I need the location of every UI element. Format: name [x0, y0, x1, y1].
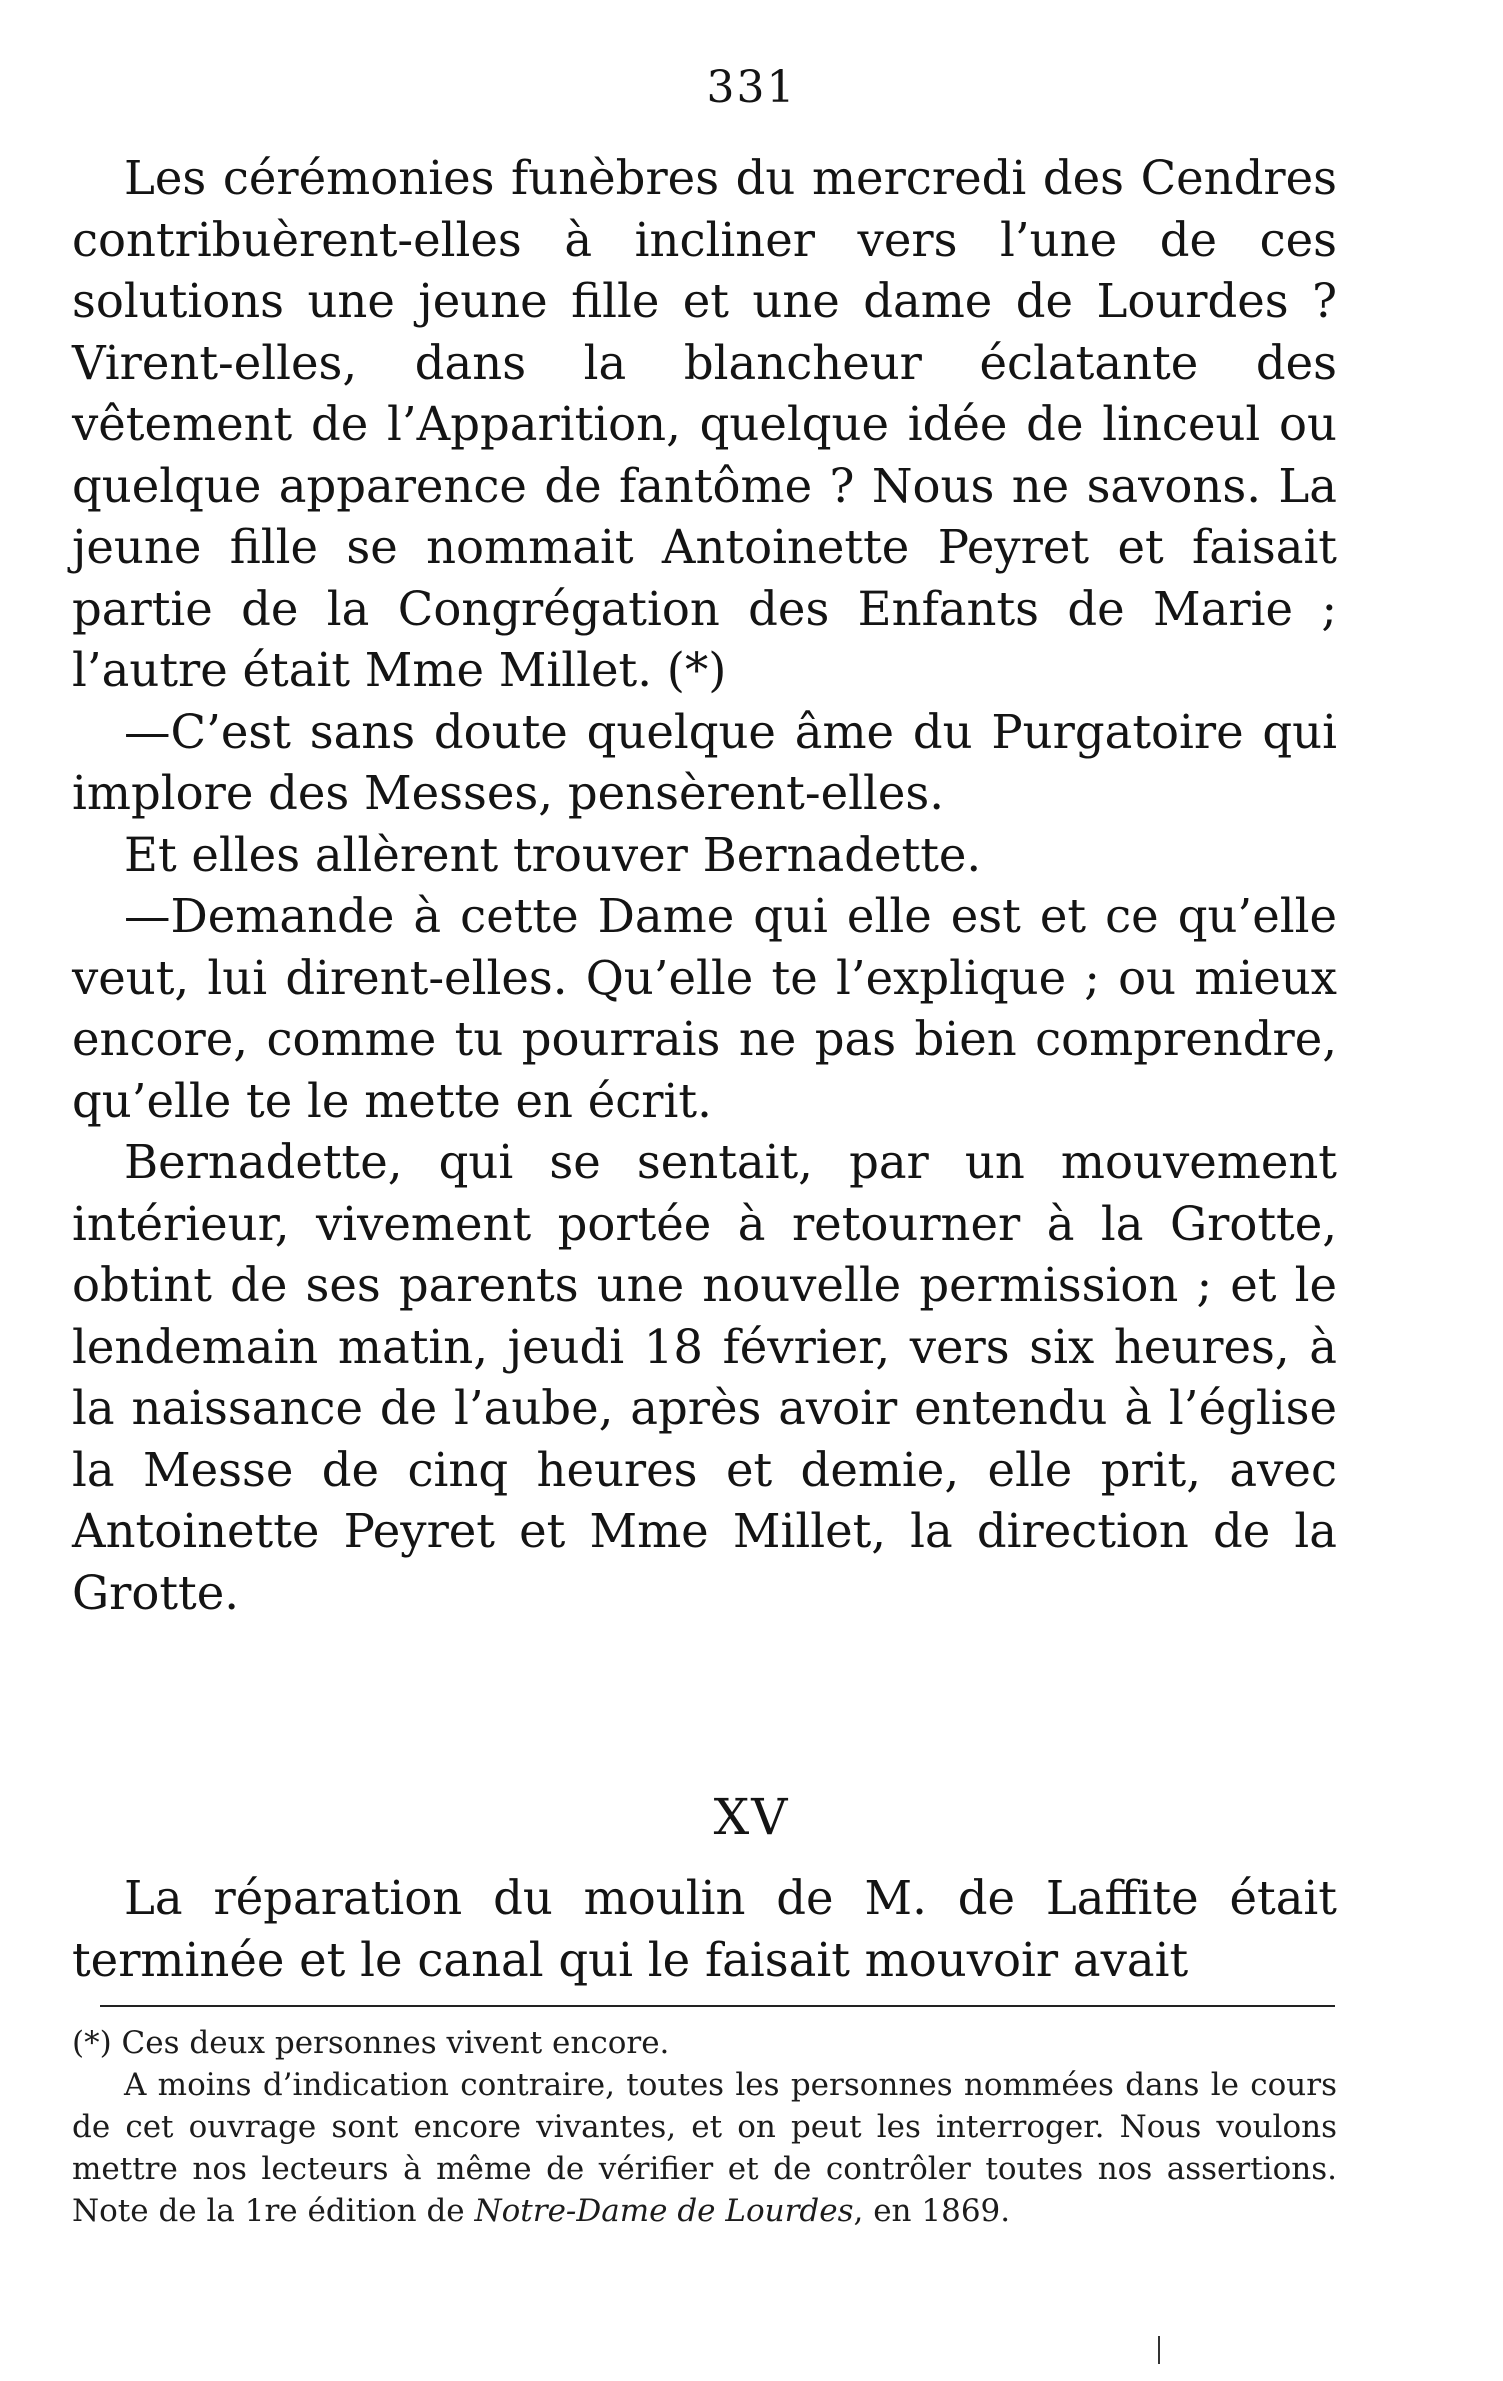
paragraph: —Demande à cette Dame qui elle est et ce qu’elle veut, lui dirent-elles. Qu’elle te l’explique ; ou mieux encore, comme tu pourrais ne pas bien comprendre, qu’elle te le mette en écrit.: [72, 889, 1337, 1128]
work-title: Notre-Dame de Lourdes: [474, 2193, 854, 2229]
paragraph: —C’est sans doute quelque âme du Purgatoire qui implore des Messes, pensèrent-elles.: [72, 704, 1337, 820]
footnotes: [72, 2022, 1337, 2232]
footnote-divider: [100, 2005, 1335, 2007]
paragraph: Bernadette, qui se sentait, par un mouvement intérieur, vivement portée à retourner à la Grotte, obtint de ses parents une nouvelle permission ; et le lendemain matin, jeudi 18 février, vers six heures, à la naissance de l’aube, après avoir entendu à l’église la Messe de cinq heures et demie, elle prit, avec Antoinette Peyret et Mme Millet, la direction de la Grotte.: [72, 1135, 1337, 1620]
page-number: 331: [706, 62, 797, 113]
page-mark: [1158, 2336, 1160, 2364]
footnote-continuation: [72, 2064, 1337, 2232]
footnote: (*) Ces deux personnes vivent encore.: [72, 2025, 670, 2061]
paragraph: Les cérémonies funèbres du mercredi des Cendres contribuèrent-elles à incliner vers l’une de ces solutions une jeune fille et une dame de Lourdes ? Virent-elles, dans la blancheur éclatante des vêtement de l’Apparition, quelque idée de linceul ou quelque apparence de fantôme ? Nous ne savons. La jeune fille se nommait Antoinette Peyret et faisait partie de la Congrégation des Enfants de Marie ; l’autre était Mme Millet. (*): [72, 151, 1337, 697]
paragraph: La réparation du moulin de M. de Laffite était terminée et le canal qui le faisait mouvoir avait: [72, 1871, 1337, 1987]
footnote-tail: , en 1869.: [853, 2193, 1011, 2229]
section-heading: XV: [713, 1788, 790, 1846]
footnote-body: A moins d’indication contraire, toutes les personnes nommées dans le cours de cet ouvrage sont encore vivantes, et on peut les interroger. Nous voulons mettre nos lecteurs à même de vérifier et de contrôler toutes nos assertions. Note de la 1re édition de: [72, 2067, 1337, 2229]
main-text: [72, 148, 1337, 1624]
section-text: [72, 1868, 1337, 1991]
paragraph: Et elles allèrent trouver Bernadette.: [124, 827, 982, 882]
